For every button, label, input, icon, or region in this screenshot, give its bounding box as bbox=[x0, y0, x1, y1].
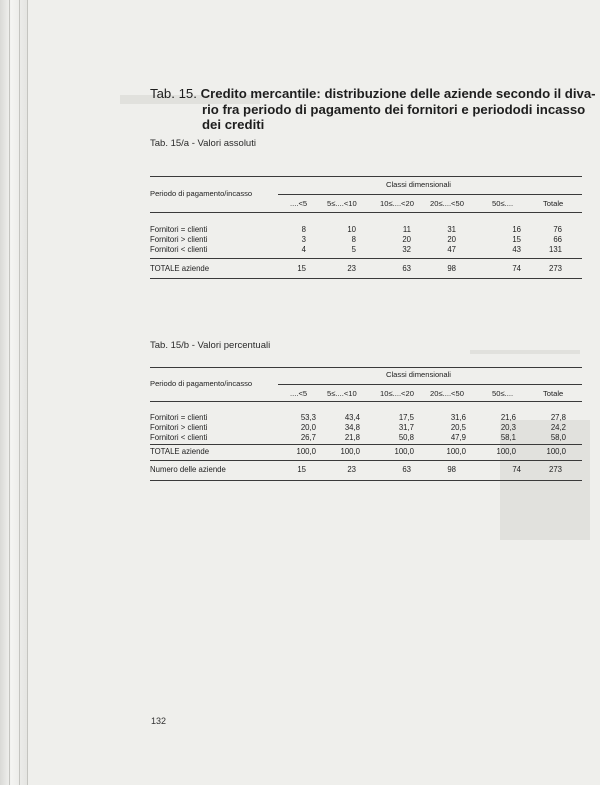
row-label: Fornitori < clienti bbox=[150, 245, 208, 254]
table-cell: 50,8 bbox=[398, 433, 414, 442]
table-a-col-2: 5≤....<10 bbox=[327, 199, 357, 208]
table-cell: 100,0 bbox=[496, 447, 516, 456]
show-through bbox=[470, 350, 580, 354]
table-b-group-header: Classi dimensionali bbox=[386, 370, 451, 379]
title-line-3: dei crediti bbox=[202, 117, 265, 132]
title-line-2: rio fra periodo di pagamento dei fornitori e periododi incasso bbox=[202, 101, 586, 117]
table-b-row-header: Periodo di pagamento/incasso bbox=[150, 379, 253, 388]
table-a-col-6: Totale bbox=[543, 199, 564, 208]
table-a-col-4: 20≤....<50 bbox=[430, 199, 464, 208]
table-b-count-rule bbox=[150, 460, 582, 461]
table-cell: 58,1 bbox=[500, 433, 516, 442]
table-b-col-2: 5≤....<10 bbox=[327, 389, 357, 398]
table-cell: 43 bbox=[512, 245, 521, 254]
table-cell: 100,0 bbox=[446, 447, 466, 456]
table-a-subtitle: Tab. 15/a - Valori assoluti bbox=[150, 138, 256, 149]
table-cell: 17,5 bbox=[398, 413, 414, 422]
table-a-header-rule bbox=[150, 212, 582, 213]
row-label: Fornitori = clienti bbox=[150, 413, 208, 422]
title-line-1: Credito mercantile: distribuzione delle aziende secondo il diva- bbox=[200, 86, 596, 101]
table-cell: 100,0 bbox=[546, 447, 566, 456]
spine-edge-line bbox=[9, 0, 10, 785]
table-cell: 43,4 bbox=[344, 413, 360, 422]
row-label: Fornitori < clienti bbox=[150, 433, 208, 442]
total-label: TOTALE aziende bbox=[150, 264, 210, 273]
table-b-col-1: ....<5 bbox=[290, 389, 308, 398]
table-cell: 21,8 bbox=[344, 433, 360, 442]
spine-edge-line bbox=[19, 0, 20, 785]
table-cell: 100,0 bbox=[394, 447, 414, 456]
table-cell: 4 bbox=[301, 245, 306, 254]
table-a-top-rule bbox=[150, 176, 582, 177]
table-number: Tab. 15. bbox=[150, 86, 197, 101]
table-cell: 26,7 bbox=[300, 433, 316, 442]
table-cell: 63 bbox=[402, 465, 411, 474]
table-cell: 15 bbox=[297, 264, 306, 273]
table-cell: 20 bbox=[447, 235, 456, 244]
table-cell: 16 bbox=[512, 225, 521, 234]
table-cell: 131 bbox=[548, 245, 562, 254]
table-cell: 98 bbox=[447, 264, 456, 273]
table-b-col-5: 50≤.... bbox=[492, 389, 514, 398]
page-number: 132 bbox=[151, 716, 167, 726]
table-cell: 10 bbox=[347, 225, 356, 234]
table-a-col-3: 10≤....<20 bbox=[380, 199, 414, 208]
table-cell: 3 bbox=[301, 235, 306, 244]
table-a-group-header: Classi dimensionali bbox=[386, 180, 451, 189]
table-a-bottom-rule bbox=[150, 278, 582, 279]
table-cell: 31 bbox=[447, 225, 456, 234]
table-cell: 11 bbox=[402, 225, 411, 234]
table-a-col-5: 50≤.... bbox=[492, 199, 514, 208]
table-b-bottom-rule bbox=[150, 480, 582, 481]
table-cell: 273 bbox=[548, 465, 562, 474]
table-b-group-rule bbox=[278, 384, 582, 385]
table-a-col-1: ....<5 bbox=[290, 199, 308, 208]
table-cell: 31,6 bbox=[450, 413, 466, 422]
table-cell: 47 bbox=[447, 245, 456, 254]
row-label: Fornitori > clienti bbox=[150, 235, 208, 244]
table-cell: 20,0 bbox=[300, 423, 316, 432]
table-cell: 20,5 bbox=[450, 423, 466, 432]
table-cell: 63 bbox=[402, 264, 411, 273]
table-a-group-rule bbox=[278, 194, 582, 195]
book-spine bbox=[0, 0, 28, 785]
table-cell: 47,9 bbox=[450, 433, 466, 442]
table-cell: 5 bbox=[351, 245, 356, 254]
table-b-total-rule bbox=[150, 444, 582, 445]
table-cell: 20 bbox=[402, 235, 411, 244]
count-label: Numero delle aziende bbox=[150, 465, 226, 474]
table-cell: 15 bbox=[297, 465, 306, 474]
table-a-total-rule bbox=[150, 258, 582, 259]
table-cell: 74 bbox=[512, 264, 521, 273]
table-cell: 74 bbox=[512, 465, 521, 474]
table-cell: 100,0 bbox=[340, 447, 360, 456]
table-cell: 23 bbox=[347, 264, 356, 273]
table-cell: 8 bbox=[351, 235, 356, 244]
table-cell: 23 bbox=[347, 465, 356, 474]
table-b-header-rule bbox=[150, 401, 582, 402]
table-cell: 21,6 bbox=[500, 413, 516, 422]
table-cell: 15 bbox=[512, 235, 521, 244]
table-b-subtitle: Tab. 15/b - Valori percentuali bbox=[150, 340, 271, 351]
table-b-top-rule bbox=[150, 367, 582, 368]
table-a-row-header: Periodo di pagamento/incasso bbox=[150, 189, 253, 198]
table-b-col-6: Totale bbox=[543, 389, 564, 398]
table-cell: 24,2 bbox=[550, 423, 566, 432]
table-cell: 76 bbox=[553, 225, 562, 234]
table-cell: 98 bbox=[447, 465, 456, 474]
table-title bbox=[150, 86, 595, 133]
table-cell: 66 bbox=[553, 235, 562, 244]
table-b-col-3: 10≤....<20 bbox=[380, 389, 414, 398]
table-cell: 100,0 bbox=[296, 447, 316, 456]
table-cell: 273 bbox=[548, 264, 562, 273]
row-label: Fornitori = clienti bbox=[150, 225, 208, 234]
table-cell: 20,3 bbox=[500, 423, 516, 432]
table-cell: 53,3 bbox=[300, 413, 316, 422]
table-cell: 58,0 bbox=[550, 433, 566, 442]
spine-edge-line bbox=[27, 0, 28, 785]
table-b-col-4: 20≤....<50 bbox=[430, 389, 464, 398]
table-cell: 8 bbox=[301, 225, 306, 234]
table-cell: 27,8 bbox=[550, 413, 566, 422]
total-label: TOTALE aziende bbox=[150, 447, 210, 456]
table-cell: 34,8 bbox=[344, 423, 360, 432]
table-cell: 32 bbox=[402, 245, 411, 254]
row-label: Fornitori > clienti bbox=[150, 423, 208, 432]
table-cell: 31,7 bbox=[398, 423, 414, 432]
